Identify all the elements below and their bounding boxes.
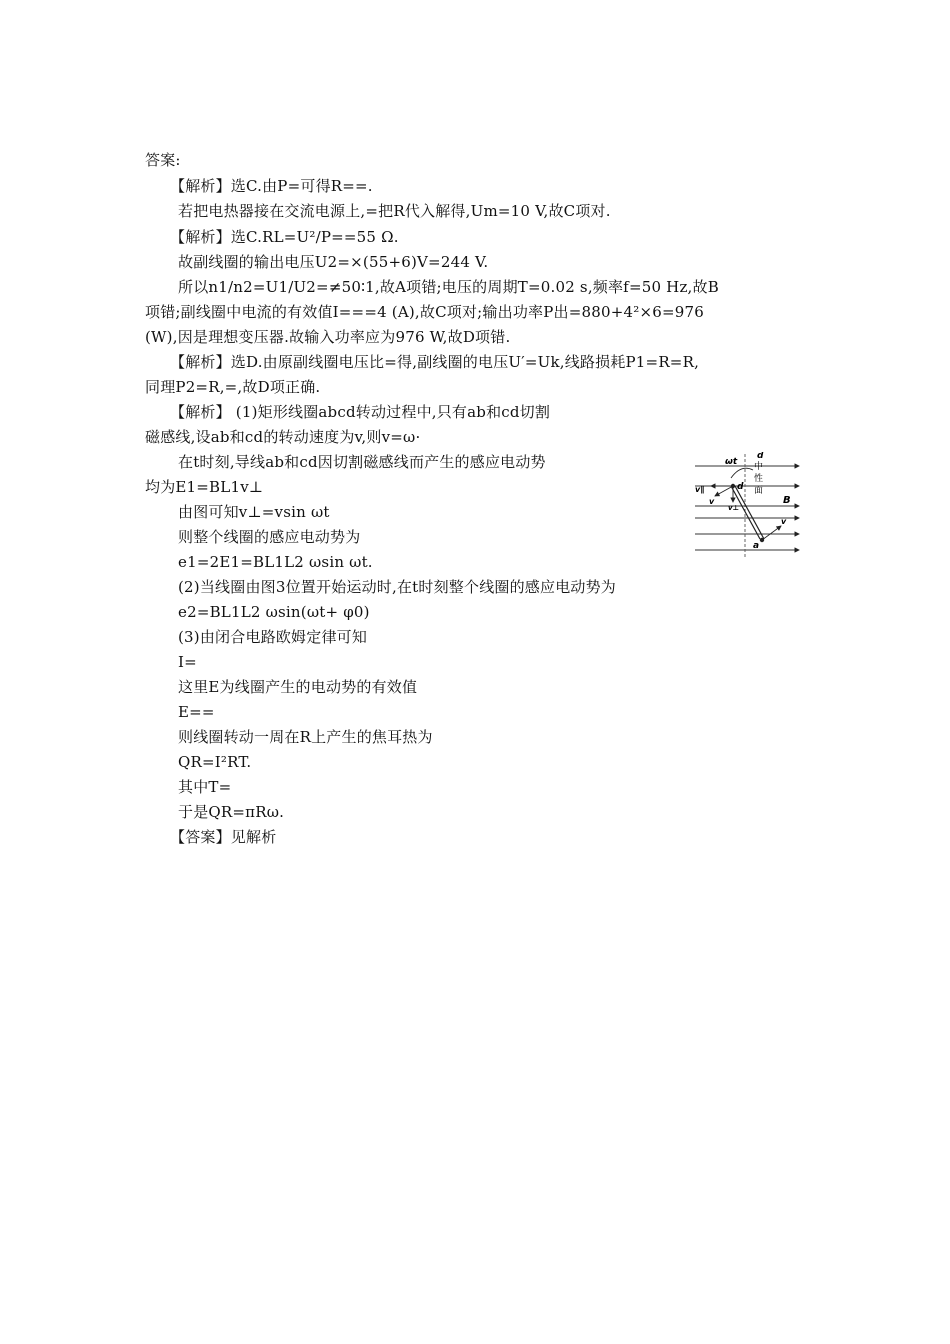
text-line: 项错;副线圈中电流的有效值I===4 (A),故C项对;输出功率P出=880+4²×6=976 (145, 303, 704, 321)
label-d-top: d (757, 452, 764, 461)
label-d: d (737, 482, 744, 492)
text-line: 则整个线圈的感应电动势为 (178, 528, 361, 546)
velocity-d (715, 486, 733, 496)
text-line: e2=BL1L2 ωsin(ωt+ φ0) (178, 603, 370, 621)
text-line: 在t时刻,导线ab和cd因切割磁感线而产生的感应电动势 (178, 453, 546, 471)
text-line: (2)当线圈由图3位置开始运动时,在t时刻整个线圈的感应电动势为 (178, 578, 616, 596)
text-line: 由图可知v⊥=vsin ωt (178, 503, 330, 521)
label-v2: v (781, 517, 787, 526)
text-line: 磁感线,设ab和cd的转动速度为v,则v=ω· (145, 428, 421, 446)
text-line: (3)由闭合电路欧姆定律可知 (178, 628, 368, 646)
text-line: I= (178, 653, 197, 671)
text-line: 于是QR=πRω. (178, 803, 285, 821)
text-line: 其中T= (178, 778, 232, 796)
text-line: 故副线圈的输出电压U2=×(55+6)V=244 V. (178, 253, 489, 271)
text-line: QR=I²RT. (178, 753, 252, 771)
label-v-perp: v⊥ (728, 504, 739, 512)
answer-conclusion: 【答案】见解析 (170, 828, 277, 846)
label-a: a (753, 541, 760, 551)
text-line: 【解析】选C.RL=U²/P==55 Ω. (170, 228, 399, 246)
text-line: 【解析】选D.由原副线圈电压比=得,副线圈的电压U′=Uk,线路损耗P1=R=R, (170, 353, 700, 371)
label-v: v (709, 497, 715, 506)
angle-arc (731, 468, 753, 478)
label-v-parallel: v∥ (695, 485, 705, 494)
label-zhong: 中 (754, 462, 764, 472)
text-line: (W),因是理想变压器.故输入功率应为976 W,故D项错. (145, 328, 511, 346)
coil-field-diagram (695, 452, 805, 562)
label-mian: 面 (754, 486, 764, 496)
text-line: 若把电热器接在交流电源上,=把R代入解得,Um=10 V,故C项对. (178, 202, 611, 220)
answer-heading: 答案: (145, 151, 181, 169)
text-line: 同理P2=R,=,故D项正确. (145, 378, 321, 396)
text-line: 均为E1=BL1v⊥ (145, 478, 264, 496)
text-line: E== (178, 703, 215, 721)
text-line: 这里E为线圈产生的电动势的有效值 (178, 678, 418, 696)
label-wt: ωt (725, 457, 738, 467)
text-line: 【解析】选C.由P=可得R==. (170, 177, 373, 195)
text-line: 【解析】 (1)矩形线圈abcd转动过程中,只有ab和cd切割 (170, 403, 551, 421)
text-line: 所以n1/n2=U1/U2=≠50∶1,故A项错;电压的周期T=0.02 s,频率f=50 Hz,故B (178, 278, 719, 296)
velocity-a (762, 526, 781, 540)
text-line: 则线圈转动一周在R上产生的焦耳热为 (178, 728, 433, 746)
text-line: e1=2E1=BL1L2 ωsin ωt. (178, 553, 373, 571)
label-B: B (783, 495, 791, 506)
label-xing: 性 (754, 474, 764, 484)
